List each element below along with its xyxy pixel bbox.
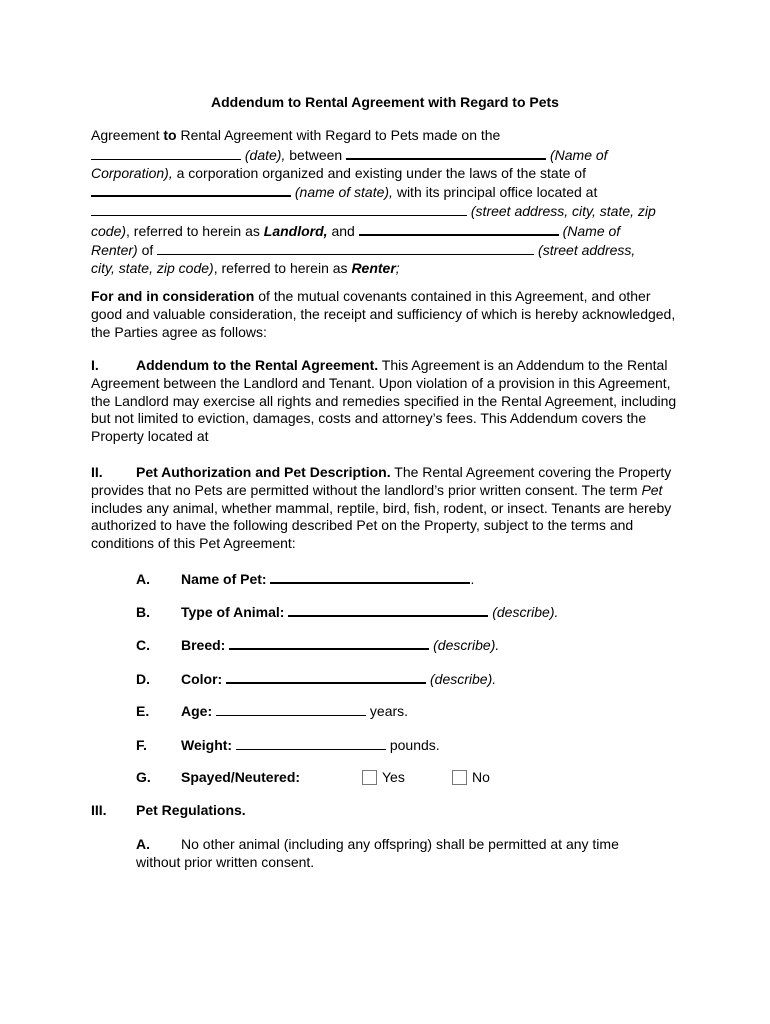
item-letter: A. (136, 836, 150, 852)
color-blank[interactable] (226, 669, 426, 684)
address-label: code) (91, 222, 127, 239)
document-title: Addendum to Rental Agreement with Regard to Pets (211, 94, 559, 110)
intro-text-bold: to (163, 127, 177, 143)
renter-address-blank[interactable] (157, 241, 534, 255)
section-3 (91, 802, 681, 820)
item-label: Age: (181, 703, 213, 719)
age-blank[interactable] (216, 702, 366, 716)
pet-name-blank[interactable] (270, 569, 470, 584)
state-blank[interactable] (91, 182, 291, 197)
item-letter: D. (136, 671, 150, 687)
date-blank[interactable] (91, 146, 241, 160)
item-age (136, 702, 696, 719)
intro-text: Agreement (91, 127, 164, 143)
item-letter: F. (136, 737, 147, 753)
yes-label: Yes (382, 769, 405, 785)
landlord-address-blank[interactable] (91, 202, 467, 216)
item-label: Weight: (181, 737, 233, 753)
item-letter: G. (136, 769, 151, 785)
section-number: I. (91, 357, 99, 373)
item-label: Breed: (181, 637, 226, 653)
section-heading: Addendum to the Rental Agreement. (136, 357, 379, 373)
section-text: includes any animal, whether mammal, reptile, bird, fish, rodent, or insect. Tenants are hereby authorized to have the following described Pet on the Property, subject to the terms and conditions of this Pet Agreement: (91, 499, 672, 552)
regulation-a (136, 836, 666, 872)
intro-text: and (327, 222, 359, 239)
renter-name-label: Renter) (91, 241, 138, 258)
intro-text: Rental Agreement with Regard to Pets made on the (176, 127, 501, 143)
intro-text: with its principal office located at (392, 184, 598, 201)
item-label: Type of Animal: (181, 604, 285, 620)
regulation-text: No other animal (including any offspring) shall be permitted at any time without prior written consent. (136, 836, 619, 870)
section-1 (91, 357, 681, 446)
corporation-name-blank[interactable] (346, 145, 546, 160)
item-suffix: years. (369, 703, 409, 719)
section-heading: Pet Authorization and Pet Description. (136, 464, 391, 480)
section-number: II. (91, 464, 103, 480)
item-name-of-pet (136, 569, 696, 587)
item-type-of-animal (136, 602, 696, 620)
item-suffix: (describe). (430, 671, 497, 687)
item-weight (136, 736, 696, 753)
corporation-name-label: Corporation), (91, 164, 173, 181)
item-suffix: . (470, 571, 475, 587)
landlord-term: Landlord, (263, 222, 328, 239)
item-color (136, 669, 696, 687)
address-label: (street address, city, state, zip (470, 203, 656, 220)
corporation-name-label: (Name of (549, 146, 608, 163)
intro-text: , referred to herein as (126, 222, 264, 239)
renter-address-label: (street address, (538, 241, 636, 258)
intro-text: ; (395, 259, 400, 276)
intro-text: a corporation organized and existing under the laws of the state of (172, 164, 586, 181)
date-label: (date), (244, 146, 286, 163)
section-text: The Rental Agreement covering the Property provides that no Pets are permitted without the landlord’s prior written consent. The term (91, 464, 672, 498)
weight-blank[interactable] (236, 736, 386, 750)
section-2 (91, 464, 681, 553)
item-label: Name of Pet: (181, 571, 267, 587)
animal-type-blank[interactable] (288, 602, 488, 617)
item-label: Spayed/Neutered: (181, 769, 301, 785)
item-suffix: pounds. (389, 737, 440, 753)
no-label: No (472, 769, 490, 785)
renter-name-label: (Name of (562, 222, 621, 239)
no-checkbox[interactable] (452, 770, 467, 785)
intro-text: between (285, 146, 347, 163)
item-breed (136, 635, 696, 653)
item-letter: E. (136, 703, 150, 719)
renter-term: Renter (351, 259, 396, 276)
item-letter: B. (136, 604, 150, 620)
consideration-bold: For and in consideration (91, 288, 255, 304)
item-suffix: (describe). (433, 637, 500, 653)
renter-name-blank[interactable] (359, 221, 559, 236)
item-letter: A. (136, 571, 150, 587)
intro-text: , referred to herein as (213, 259, 352, 276)
section-number: III. (91, 802, 107, 818)
intro-paragraph (91, 127, 681, 277)
section-heading: Pet Regulations. (136, 802, 246, 818)
yes-checkbox[interactable] (362, 770, 377, 785)
item-label: Color: (181, 671, 223, 687)
pet-term: Pet (641, 481, 663, 498)
state-label: (name of state), (294, 184, 393, 201)
consideration-paragraph (91, 288, 681, 341)
renter-address-label: city, state, zip code) (91, 259, 214, 276)
section-text: This Agreement is an Addendum to the Rental Agreement between the Landlord and Tenant. Upon violation of a provision in this Agreement, the Landlord may exercise all rights and remedies specified in the Rental Agreement, including but not limited to eviction, damages, costs and attorney’s fees. This Addendum covers the Property located at (91, 357, 677, 445)
consideration-text: of the mutual covenants contained in this Agreement, and other good and valuable consideration, the receipt and sufficiency of which is hereby acknowledged, the Parties agree as follows: (91, 288, 676, 340)
item-suffix: (describe). (492, 604, 559, 620)
breed-blank[interactable] (229, 635, 429, 650)
item-spayed-neutered (136, 769, 696, 785)
item-letter: C. (136, 637, 150, 653)
intro-text: of (137, 241, 158, 258)
